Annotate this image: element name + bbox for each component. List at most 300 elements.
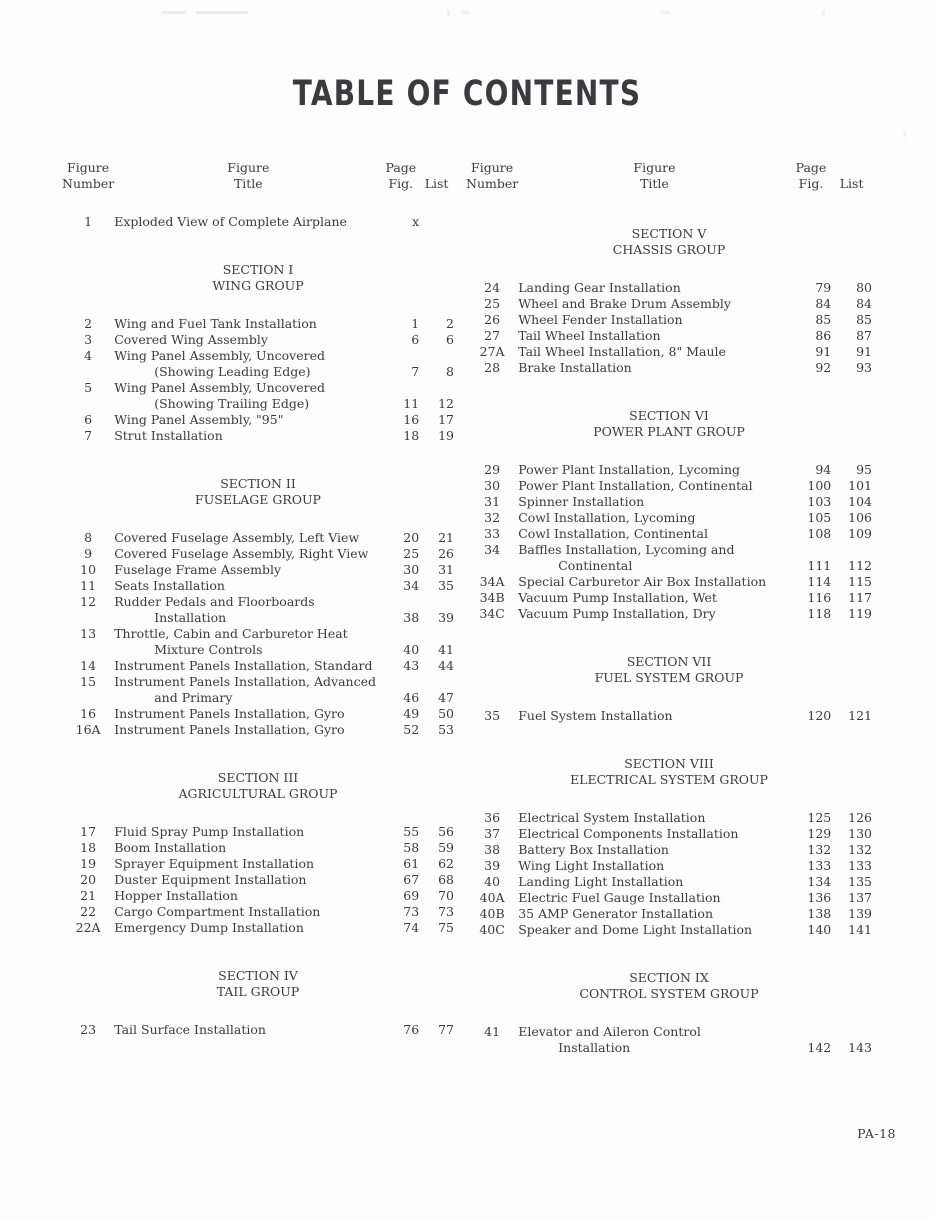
header-fig: Fig. [388, 176, 414, 191]
section-heading-name [466, 772, 872, 788]
entry-page-fig [382, 348, 419, 364]
entry-page-fig: 94 [815, 462, 832, 477]
toc-header-right [466, 160, 872, 214]
entry-figure-number: 23 [80, 1022, 97, 1037]
header-gap [466, 192, 872, 214]
entry-figure-number: 19 [80, 856, 97, 871]
entry-figure-number: 16 [80, 706, 97, 721]
entry-figure-title: Wing Light Installation [518, 858, 665, 873]
entry-page-list: 106 [848, 510, 872, 525]
entry-page-list [419, 674, 454, 690]
entry-figure-number: 18 [80, 840, 97, 855]
entry-page-list: 21 [438, 530, 454, 545]
toc-entry-row[interactable] [466, 906, 872, 922]
section-heading-name-text: WING GROUP [212, 278, 304, 293]
toc-entry-row[interactable] [62, 412, 454, 428]
entry-figure-number: 1 [84, 214, 93, 229]
section-heading-number [466, 654, 872, 670]
row-spacer [62, 936, 454, 968]
entry-page-fig: 134 [807, 874, 832, 889]
entry-figure-number: 4 [84, 348, 93, 363]
toc-entry-row[interactable] [62, 920, 454, 936]
entry-page-fig: 86 [815, 328, 832, 343]
toc-entry-row[interactable] [466, 462, 872, 478]
scan-artifact [447, 10, 450, 16]
entry-page-list [419, 214, 454, 230]
entry-figure-number: 25 [484, 296, 501, 311]
section-heading-name [62, 786, 454, 802]
section-heading-number-text: SECTION VIII [624, 756, 714, 771]
section-heading-number-text: SECTION IV [218, 968, 298, 983]
toc-entry-row[interactable] [466, 344, 872, 360]
header-page-spacer [419, 160, 454, 176]
toc-entry-row[interactable] [466, 858, 872, 874]
entry-figure-title: Seats Installation [114, 578, 225, 593]
entry-figure-number: 40C [479, 922, 505, 937]
section-heading-name-text: CONTROL SYSTEM GROUP [579, 986, 759, 1001]
entry-figure-title: Strut Installation [114, 428, 223, 443]
entry-figure-title: Wing Panel Assembly, Uncovered [114, 348, 325, 363]
entry-page-fig: 55 [403, 824, 420, 839]
entry-figure-number: 22 [80, 904, 97, 919]
entry-page-list: 62 [438, 856, 454, 871]
entry-page-list: 121 [848, 708, 872, 723]
entry-page-list: 80 [856, 280, 872, 295]
entry-figure-title: Battery Box Installation [518, 842, 669, 857]
toc-entry-row[interactable] [62, 888, 454, 904]
entry-figure-title: Spinner Installation [518, 494, 645, 509]
entry-page-list: 85 [856, 312, 872, 327]
entry-page-fig: 138 [807, 906, 832, 921]
toc-entry-row[interactable] [466, 510, 872, 526]
entry-figure-title: Electrical Components Installation [518, 826, 739, 841]
section-heading-name-text: ELECTRICAL SYSTEM GROUP [570, 772, 768, 787]
toc-entry-row[interactable] [62, 348, 454, 364]
entry-figure-title: Wheel Fender Installation [518, 312, 683, 327]
toc-entry-continuation[interactable] [466, 558, 872, 574]
entry-figure-number: 40B [479, 906, 505, 921]
entry-figure-title: Tail Wheel Installation, 8" Maule [518, 344, 726, 359]
entry-page-fig: 84 [815, 296, 832, 311]
entry-page-fig: 133 [807, 858, 832, 873]
entry-page-fig: 74 [403, 920, 420, 935]
row-spacer [62, 294, 454, 316]
entry-page-fig: 67 [403, 872, 420, 887]
toc-entry-row[interactable] [62, 428, 454, 444]
contents-column-left [62, 160, 454, 1038]
entry-page-list: 132 [848, 842, 872, 857]
table-header-row-2 [62, 176, 454, 192]
toc-entry-row[interactable] [62, 530, 454, 546]
entry-page-fig: 136 [807, 890, 832, 905]
entry-figure-title: Installation [558, 1040, 631, 1055]
table-header-row-2 [466, 176, 872, 192]
entry-page-list: 143 [848, 1040, 872, 1055]
scan-artifact [162, 11, 186, 14]
section-heading-number [62, 968, 454, 984]
entry-page-list: 133 [848, 858, 872, 873]
entry-page-fig: 61 [403, 856, 420, 871]
entry-figure-title: Cowl Installation, Lycoming [518, 510, 696, 525]
scan-artifact [461, 11, 469, 14]
entry-figure-title: Duster Equipment Installation [114, 872, 307, 887]
toc-entry-row[interactable] [62, 706, 454, 722]
entry-page-list [831, 1024, 872, 1040]
entry-page-fig: 76 [403, 1022, 420, 1037]
entry-page-list: 68 [438, 872, 454, 887]
toc-entry-row[interactable] [466, 890, 872, 906]
entry-figure-number: 14 [80, 658, 97, 673]
entry-figure-title: Special Carburetor Air Box Installation [518, 574, 767, 589]
header-number: Number [466, 176, 519, 191]
toc-entry-row[interactable] [466, 478, 872, 494]
row-spacer [62, 1000, 454, 1022]
toc-entry-row[interactable] [466, 494, 872, 510]
entry-page-list: 17 [438, 412, 454, 427]
toc-entry-row[interactable] [62, 316, 454, 332]
scan-artifact [196, 11, 248, 14]
entry-page-list [419, 626, 454, 642]
entry-page-fig: 125 [807, 810, 832, 825]
entry-page-fig: 91 [815, 344, 832, 359]
entry-page-fig: 129 [807, 826, 832, 841]
toc-entry-row[interactable] [62, 722, 454, 738]
row-spacer [466, 724, 872, 756]
entry-page-fig: 69 [403, 888, 420, 903]
row-spacer [466, 376, 872, 408]
entry-page-list [831, 542, 872, 558]
entry-page-fig: 43 [403, 658, 420, 673]
entry-figure-title: Brake Installation [518, 360, 632, 375]
entry-page-fig: 111 [807, 558, 832, 573]
toc-entry-row[interactable] [62, 594, 454, 610]
toc-entry-row[interactable] [62, 658, 454, 674]
entry-page-fig [382, 380, 419, 396]
entry-page-fig: 92 [815, 360, 832, 375]
section-heading-number [466, 970, 872, 986]
entry-figure-title: Exploded View of Complete Airplane [114, 214, 347, 229]
header-figure2: Figure [227, 160, 270, 175]
entry-figure-number: 35 [484, 708, 501, 723]
entry-figure-title: Landing Gear Installation [518, 280, 681, 295]
entry-figure-number: 9 [84, 546, 93, 561]
entry-page-list: 126 [848, 810, 872, 825]
toc-entry-continuation[interactable] [62, 642, 454, 658]
entry-page-fig: 120 [807, 708, 832, 723]
entry-page-list: 70 [438, 888, 454, 903]
entry-page-list: 73 [438, 904, 454, 919]
entry-figure-number: 3 [84, 332, 93, 347]
section-heading-name [62, 492, 454, 508]
entry-figure-title: Tail Wheel Installation [518, 328, 661, 343]
entry-figure-number: 39 [484, 858, 501, 873]
entry-page-fig: 114 [807, 574, 832, 589]
entry-figure-number: 10 [80, 562, 97, 577]
toc-entry-continuation[interactable] [62, 396, 454, 412]
toc-entry-row[interactable] [466, 542, 872, 558]
toc-entry-row[interactable] [466, 826, 872, 842]
entry-figure-title: Wing Panel Assembly, "95" [114, 412, 284, 427]
row-spacer [466, 938, 872, 970]
toc-entry-row[interactable] [62, 840, 454, 856]
entry-page-list: 19 [438, 428, 454, 443]
entry-figure-title: and Primary [154, 690, 233, 705]
entry-figure-number: 7 [84, 428, 93, 443]
toc-entry-row[interactable] [62, 546, 454, 562]
toc-entry-row[interactable] [466, 574, 872, 590]
section-heading-name-text: TAIL GROUP [216, 984, 300, 999]
toc-entry-continuation[interactable] [62, 610, 454, 626]
entry-figure-number: 8 [84, 530, 93, 545]
section-heading-name-text: FUSELAGE GROUP [195, 492, 321, 507]
header-list: List [839, 176, 864, 191]
section-heading-number-text: SECTION V [631, 226, 707, 241]
entry-page-list: 35 [438, 578, 454, 593]
entry-page-fig: 79 [815, 280, 832, 295]
toc-entry-row[interactable] [466, 1024, 872, 1040]
row-spacer [466, 440, 872, 462]
row-spacer [62, 444, 454, 476]
entry-page-list: 8 [446, 364, 454, 379]
entry-figure-title: Power Plant Installation, Lycoming [518, 462, 741, 477]
entry-page-fig [382, 674, 419, 690]
entry-page-fig: 18 [403, 428, 420, 443]
entry-figure-title: Wing Panel Assembly, Uncovered [114, 380, 325, 395]
toc-entry-row[interactable] [62, 562, 454, 578]
entry-page-fig: 7 [411, 364, 420, 379]
scan-artifact [903, 131, 906, 137]
entry-page-fig [382, 626, 419, 642]
toc-entry-row[interactable] [62, 332, 454, 348]
entry-figure-number [62, 364, 114, 380]
row-spacer [62, 738, 454, 770]
row-spacer [466, 214, 872, 226]
entry-figure-title: Electric Fuel Gauge Installation [518, 890, 721, 905]
toc-entry-row[interactable] [466, 328, 872, 344]
toc-entry-row[interactable] [466, 842, 872, 858]
toc-entry-continuation[interactable] [466, 1040, 872, 1056]
entry-page-list: 26 [438, 546, 454, 561]
entry-page-list: 119 [848, 606, 872, 621]
toc-entry-continuation[interactable] [62, 690, 454, 706]
entry-figure-number: 13 [80, 626, 97, 641]
entry-figure-title: Tail Surface Installation [114, 1022, 266, 1037]
row-spacer [62, 508, 454, 530]
entry-figure-title: Rudder Pedals and Floorboards [114, 594, 315, 609]
entry-figure-title: Fuselage Frame Assembly [114, 562, 282, 577]
entry-page-list: 39 [438, 610, 454, 625]
toc-entry-continuation[interactable] [62, 364, 454, 380]
header-number: Number [62, 176, 115, 191]
entry-figure-number: 27 [484, 328, 501, 343]
entry-figure-number: 41 [484, 1024, 501, 1039]
entry-page-list: 47 [438, 690, 454, 705]
entry-page-list: 84 [856, 296, 872, 311]
scan-artifact [660, 11, 670, 14]
entry-page-fig: 116 [807, 590, 832, 605]
entry-page-list: 50 [438, 706, 454, 721]
toc-entry-row[interactable] [62, 626, 454, 642]
entry-page-fig: 52 [403, 722, 420, 737]
header-gap [62, 192, 454, 214]
entry-page-fig: 73 [403, 904, 420, 919]
entry-page-list: 44 [438, 658, 454, 673]
toc-entry-row[interactable] [466, 312, 872, 328]
entry-figure-title: Electrical System Installation [518, 810, 706, 825]
toc-entry-row[interactable] [62, 578, 454, 594]
row-spacer [62, 230, 454, 262]
toc-entry-row[interactable] [466, 922, 872, 938]
toc-entry-row[interactable] [466, 606, 872, 622]
toc-entry-row[interactable] [62, 1022, 454, 1038]
entry-figure-number: 37 [484, 826, 501, 841]
entry-figure-title: Wheel and Brake Drum Assembly [518, 296, 731, 311]
row-spacer [466, 1002, 872, 1024]
entry-figure-number: 11 [80, 578, 97, 593]
toc-header-left [62, 160, 454, 214]
toc-entry-row[interactable] [62, 904, 454, 920]
entry-figure-title: Continental [558, 558, 633, 573]
entry-page-list: 130 [848, 826, 872, 841]
toc-entry-row[interactable] [466, 810, 872, 826]
header-list: List [424, 176, 449, 191]
entry-page-fig: 38 [403, 610, 420, 625]
section-heading-name-text: POWER PLANT GROUP [593, 424, 745, 439]
entry-page-list: 139 [848, 906, 872, 921]
entry-page-fig: 140 [807, 922, 832, 937]
toc-entry-row[interactable] [62, 214, 454, 230]
entry-figure-title: Cowl Installation, Continental [518, 526, 708, 541]
entry-page-fig: 34 [403, 578, 420, 593]
toc-entry-row[interactable] [62, 674, 454, 690]
row-spacer [466, 258, 872, 280]
entry-figure-title: Landing Light Installation [518, 874, 684, 889]
entry-figure-title: Cargo Compartment Installation [114, 904, 321, 919]
section-heading-name [466, 986, 872, 1002]
row-spacer [466, 686, 872, 708]
section-heading-number [466, 408, 872, 424]
row-spacer [62, 802, 454, 824]
entry-figure-number: 22A [75, 920, 101, 935]
section-heading-number [466, 226, 872, 242]
entry-page-fig: 142 [807, 1040, 832, 1055]
entry-figure-number: 40A [479, 890, 505, 905]
row-spacer [466, 622, 872, 654]
header-title: Title [233, 176, 263, 191]
entry-page-fig: 1 [411, 316, 420, 331]
section-heading-number [62, 770, 454, 786]
entry-page-fig: 40 [403, 642, 420, 657]
toc-entry-row[interactable] [466, 526, 872, 542]
entry-page-list: 93 [856, 360, 872, 375]
entry-page-list: 91 [856, 344, 872, 359]
entry-page-fig [382, 594, 419, 610]
entry-figure-number: 40 [484, 874, 501, 889]
entry-figure-title: Installation [154, 610, 227, 625]
entry-figure-number: 38 [484, 842, 501, 857]
entry-figure-title: Throttle, Cabin and Carburetor Heat [114, 626, 348, 641]
entry-figure-number: 36 [484, 810, 501, 825]
toc-entry-row[interactable] [466, 708, 872, 724]
entry-page-list: 77 [438, 1022, 454, 1037]
entry-page-fig: 103 [807, 494, 832, 509]
toc-table-right [466, 160, 872, 1056]
entry-figure-title: Mixture Controls [154, 642, 263, 657]
entry-page-fig: 132 [807, 842, 832, 857]
entry-figure-title: Fluid Spray Pump Installation [114, 824, 305, 839]
page-footer: PA-18 [857, 1126, 896, 1141]
header-fig: Fig. [798, 176, 824, 191]
toc-table-left [62, 160, 454, 1038]
entry-figure-number: 20 [80, 872, 97, 887]
section-heading-number-text: SECTION II [220, 476, 296, 491]
header-page: Page [795, 160, 827, 175]
toc-entry-row[interactable] [466, 280, 872, 296]
entry-page-list: 87 [856, 328, 872, 343]
entry-figure-title: Instrument Panels Installation, Standard [114, 658, 373, 673]
entry-figure-number: 33 [484, 526, 501, 541]
section-heading-number [466, 756, 872, 772]
entry-figure-title: Covered Wing Assembly [114, 332, 268, 347]
toc-entry-row[interactable] [466, 296, 872, 312]
entry-page-list: 135 [848, 874, 872, 889]
entry-page-fig: 108 [807, 526, 832, 541]
entry-page-fig: 58 [403, 840, 420, 855]
toc-entry-row[interactable] [62, 824, 454, 840]
entry-figure-number: 29 [484, 462, 501, 477]
section-heading-number-text: SECTION VII [626, 654, 712, 669]
entry-figure-title: Hopper Installation [114, 888, 238, 903]
entry-figure-title: Speaker and Dome Light Installation [518, 922, 753, 937]
toc-entry-row[interactable] [466, 590, 872, 606]
toc-entry-row[interactable] [62, 872, 454, 888]
toc-entry-row[interactable] [62, 380, 454, 396]
entry-figure-title: Covered Fuselage Assembly, Left View [114, 530, 360, 545]
entry-page-list: 31 [438, 562, 454, 577]
entry-page-list: 59 [438, 840, 454, 855]
entry-figure-number: 26 [484, 312, 501, 327]
section-heading-name-text: CHASSIS GROUP [612, 242, 726, 257]
header-figure: Figure [67, 160, 110, 175]
entry-figure-title: Vacuum Pump Installation, Wet [518, 590, 717, 605]
section-heading-name [466, 424, 872, 440]
toc-entry-row[interactable] [466, 360, 872, 376]
toc-entry-row[interactable] [62, 856, 454, 872]
entry-page-list: 101 [848, 478, 872, 493]
entry-page-fig: 100 [807, 478, 832, 493]
contents-column-right [466, 160, 872, 1056]
table-header-row [62, 160, 454, 176]
entry-figure-title: Vacuum Pump Installation, Dry [518, 606, 716, 621]
entry-figure-title: Elevator and Aileron Control [518, 1024, 701, 1039]
section-heading-number-text: SECTION VI [629, 408, 709, 423]
entry-page-list: 6 [446, 332, 454, 347]
entry-page-fig: 118 [807, 606, 832, 621]
entry-figure-number: 6 [84, 412, 93, 427]
entry-page-list: 141 [848, 922, 872, 937]
toc-entry-row[interactable] [466, 874, 872, 890]
section-heading-number-text: SECTION III [217, 770, 299, 785]
section-heading-name-text: AGRICULTURAL GROUP [178, 786, 338, 801]
entry-figure-number: 12 [80, 594, 97, 609]
entry-figure-number [62, 642, 114, 658]
entry-page-list: 95 [856, 462, 872, 477]
section-heading-name [466, 670, 872, 686]
section-heading-number [62, 476, 454, 492]
header-page: Page [385, 160, 417, 175]
entry-page-fig: 11 [403, 396, 420, 411]
entry-page-list: 115 [848, 574, 872, 589]
